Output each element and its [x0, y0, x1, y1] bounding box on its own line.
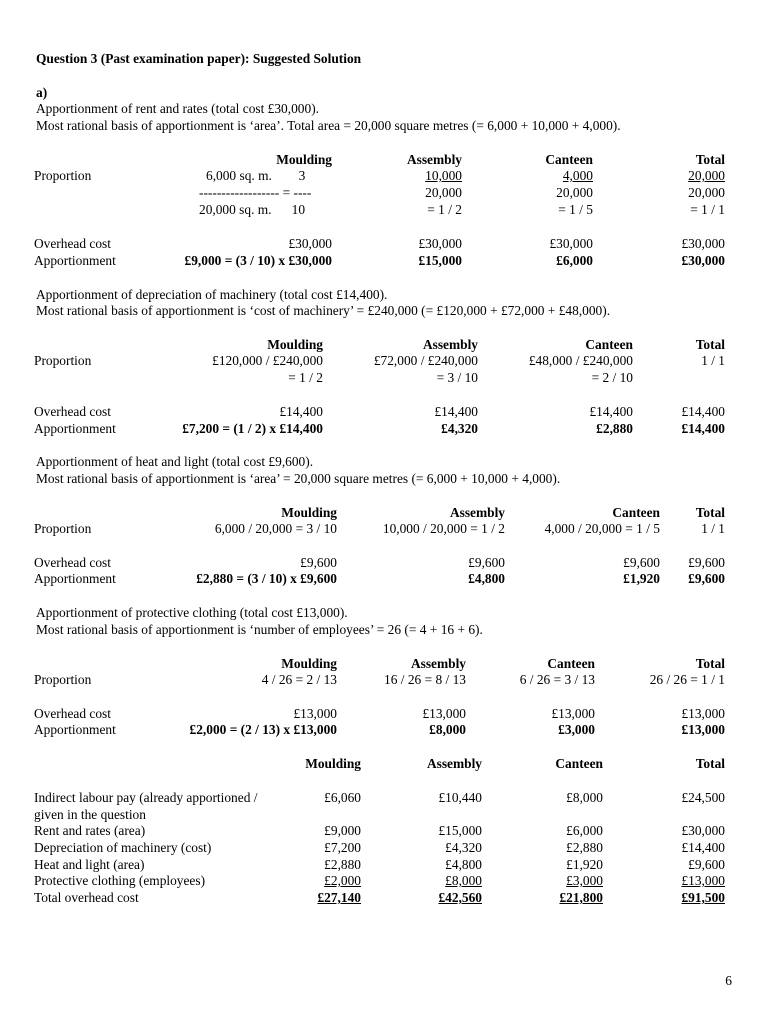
s2-apportionment-canteen: £2,880 [596, 421, 633, 436]
section4-intro-2: Most rational basis of apportionment is ‘number of employees’ = 26 (= 4 + 16 + 6). [36, 622, 483, 637]
s4-proportion-moulding: 4 / 26 = 2 / 13 [261, 672, 337, 687]
s2-moulding-ratio: = 1 / 2 [288, 370, 323, 385]
s4-apportionment-label: Apportionment [34, 722, 116, 737]
summary-total-grand: £91,500 [681, 890, 725, 905]
s3-overhead-total: £9,600 [688, 555, 725, 570]
s1-apportionment-assembly: £15,000 [418, 253, 462, 268]
s1-overhead-label: Overhead cost [34, 236, 111, 251]
s1-total-ratio: = 1 / 1 [690, 202, 725, 217]
s3-overhead-moulding: £9,600 [300, 555, 337, 570]
s4-header-moulding: Moulding [281, 656, 337, 671]
section1-intro-2: Most rational basis of apportionment is ‘area’. Total area = 20,000 square metres (= 6,000 + 10,000 + 4,000). [36, 118, 621, 133]
s4-apportionment-moulding: £2,000 = (2 / 13) x £13,000 [189, 722, 337, 737]
s2-header-assembly: Assembly [422, 337, 478, 352]
s1-assembly-ratio: = 1 / 2 [427, 202, 462, 217]
section2-intro-2: Most rational basis of apportionment is ‘cost of machinery’ = £240,000 (= £120,000 + £72,000 + £48,000). [36, 303, 611, 318]
s1-moulding-fraction-top: 6,000 sq. m. 3 [206, 168, 306, 183]
s1-overhead-moulding: £30,000 [288, 236, 332, 251]
s1-overhead-total: £30,000 [681, 236, 725, 251]
summary-cell-canteen: £3,000 [566, 873, 603, 888]
s2-assembly-ratio: = 3 / 10 [436, 370, 478, 385]
s3-apportionment-moulding: £2,880 = (3 / 10) x £9,600 [196, 571, 337, 586]
s1-assembly-num: 10,000 [425, 168, 462, 183]
s3-apportionment-assembly: £4,800 [468, 571, 505, 586]
summary-cell-moulding: £6,060 [324, 790, 361, 805]
s1-header-total: Total [695, 152, 725, 167]
s2-overhead-moulding: £14,400 [279, 404, 323, 419]
s4-apportionment-canteen: £3,000 [558, 722, 595, 737]
s2-apportionment-moulding: £7,200 = (1 / 2) x £14,400 [182, 421, 323, 436]
s1-header-assembly: Assembly [406, 152, 462, 167]
s3-header-canteen: Canteen [612, 505, 660, 520]
s2-overhead-total: £14,400 [681, 404, 725, 419]
s2-apportionment-assembly: £4,320 [441, 421, 478, 436]
page-number: 6 [725, 973, 732, 988]
s4-overhead-total: £13,000 [681, 706, 725, 721]
s2-total-ratio: 1 / 1 [701, 353, 725, 368]
s1-overhead-assembly: £30,000 [418, 236, 462, 251]
summary-cell-assembly: £4,320 [445, 840, 482, 855]
s4-proportion-total: 26 / 26 = 1 / 1 [649, 672, 725, 687]
summary-cell-canteen: £8,000 [566, 790, 603, 805]
section2-intro-1: Apportionment of depreciation of machinery (total cost £14,400). [36, 287, 388, 302]
summary-cell-assembly: £4,800 [445, 857, 482, 872]
s2-canteen-fraction: £48,000 / £240,000 [528, 353, 633, 368]
section4-intro-1: Apportionment of protective clothing (total cost £13,000). [36, 605, 348, 620]
s3-overhead-label: Overhead cost [34, 555, 111, 570]
s3-proportion-canteen: 4,000 / 20,000 = 1 / 5 [544, 521, 660, 536]
s1-apportionment-moulding: £9,000 = (3 / 10) x £30,000 [184, 253, 332, 268]
s3-header-moulding: Moulding [281, 505, 337, 520]
summary-cell-moulding: £7,200 [324, 840, 361, 855]
s4-overhead-assembly: £13,000 [422, 706, 466, 721]
s4-header-canteen: Canteen [547, 656, 595, 671]
s2-proportion-label: Proportion [34, 353, 92, 368]
s1-header-canteen: Canteen [545, 152, 593, 167]
s1-overhead-canteen: £30,000 [549, 236, 593, 251]
summary-cell-total: £13,000 [681, 873, 725, 888]
summary-cell-moulding: £2,880 [324, 857, 361, 872]
s4-header-assembly: Assembly [410, 656, 466, 671]
summary-cell-assembly: £10,440 [438, 790, 482, 805]
summary-cell-total: £24,500 [681, 790, 725, 805]
s4-overhead-label: Overhead cost [34, 706, 111, 721]
s1-apportionment-canteen: £6,000 [556, 253, 593, 268]
summary-cell-moulding: £9,000 [324, 823, 361, 838]
s3-overhead-assembly: £9,600 [468, 555, 505, 570]
s2-overhead-label: Overhead cost [34, 404, 111, 419]
s1-apportionment-total: £30,000 [681, 253, 725, 268]
s4-header-total: Total [695, 656, 725, 671]
summary-total-label: Total overhead cost [34, 890, 139, 905]
s2-canteen-ratio: = 2 / 10 [591, 370, 633, 385]
s4-proportion-canteen: 6 / 26 = 3 / 13 [519, 672, 595, 687]
summary-total-moulding: £27,140 [317, 890, 361, 905]
s4-overhead-canteen: £13,000 [551, 706, 595, 721]
s2-apportionment-label: Apportionment [34, 421, 116, 436]
s1-header-moulding: Moulding [276, 152, 332, 167]
summary-cell-assembly: £8,000 [445, 873, 482, 888]
summary-cell-canteen: £1,920 [566, 857, 603, 872]
summary-header-total: Total [695, 756, 725, 771]
section1-intro-1: Apportionment of rent and rates (total cost £30,000). [36, 101, 319, 116]
s4-proportion-assembly: 16 / 26 = 8 / 13 [384, 672, 466, 687]
s3-proportion-assembly: 10,000 / 20,000 = 1 / 2 [382, 521, 505, 536]
summary-cell-canteen: £6,000 [566, 823, 603, 838]
s4-apportionment-assembly: £8,000 [429, 722, 466, 737]
s1-total-num: 20,000 [688, 168, 725, 183]
s3-proportion-total: 1 / 1 [701, 521, 725, 536]
s1-apportionment-label: Apportionment [34, 253, 116, 268]
summary-total-canteen: £21,800 [559, 890, 603, 905]
s1-assembly-den: 20,000 [425, 185, 462, 200]
summary-cell-total: £30,000 [681, 823, 725, 838]
s2-assembly-fraction: £72,000 / £240,000 [373, 353, 478, 368]
s3-overhead-canteen: £9,600 [623, 555, 660, 570]
summary-cell-total: £9,600 [688, 857, 725, 872]
summary-header-moulding: Moulding [305, 756, 361, 771]
section3-intro-2: Most rational basis of apportionment is ‘area’ = 20,000 square metres (= 6,000 + 10,000 + 4,000). [36, 471, 561, 486]
s4-overhead-moulding: £13,000 [293, 706, 337, 721]
summary-row-label: Heat and light (area) [34, 857, 145, 872]
s4-proportion-label: Proportion [34, 672, 92, 687]
s3-apportionment-canteen: £1,920 [623, 571, 660, 586]
s4-apportionment-total: £13,000 [681, 722, 725, 737]
s2-moulding-fraction: £120,000 / £240,000 [212, 353, 323, 368]
s1-canteen-ratio: = 1 / 5 [558, 202, 593, 217]
summary-row-label: Depreciation of machinery (cost) [34, 840, 212, 855]
summary-cell-canteen: £2,880 [566, 840, 603, 855]
s2-header-moulding: Moulding [267, 337, 323, 352]
section3-intro-1: Apportionment of heat and light (total cost £9,600). [36, 454, 314, 469]
s3-apportionment-total: £9,600 [688, 571, 725, 586]
summary-cell-moulding: £2,000 [324, 873, 361, 888]
summary-cell-assembly: £15,000 [438, 823, 482, 838]
s1-canteen-den: 20,000 [556, 185, 593, 200]
s3-header-total: Total [695, 505, 725, 520]
part-label: a) [36, 85, 48, 100]
s3-proportion-label: Proportion [34, 521, 92, 536]
s1-total-den: 20,000 [688, 185, 725, 200]
summary-row-label: Protective clothing (employees) [34, 873, 206, 888]
s1-moulding-fraction-bottom: 20,000 sq. m. 10 [199, 202, 306, 217]
page-heading: Question 3 (Past examination paper): Suggested Solution [36, 51, 362, 66]
summary-header-assembly: Assembly [426, 756, 482, 771]
s2-overhead-assembly: £14,400 [434, 404, 478, 419]
summary-total-assembly: £42,560 [438, 890, 482, 905]
s2-apportionment-total: £14,400 [681, 421, 725, 436]
summary-row-label-cont: given in the question [34, 807, 146, 822]
summary-header-canteen: Canteen [555, 756, 603, 771]
s3-apportionment-label: Apportionment [34, 571, 116, 586]
s3-header-assembly: Assembly [449, 505, 505, 520]
s2-header-canteen: Canteen [585, 337, 633, 352]
s3-proportion-moulding: 6,000 / 20,000 = 3 / 10 [214, 521, 337, 536]
s1-canteen-num: 4,000 [562, 168, 593, 183]
summary-row-label: Indirect labour pay (already apportioned / [34, 790, 258, 805]
s2-header-total: Total [695, 337, 725, 352]
s1-proportion-label: Proportion [34, 168, 92, 183]
s2-overhead-canteen: £14,400 [589, 404, 633, 419]
summary-cell-total: £14,400 [681, 840, 725, 855]
s1-moulding-fraction-bar: ------------------ = ---- [199, 185, 312, 200]
summary-row-label: Rent and rates (area) [34, 823, 146, 838]
